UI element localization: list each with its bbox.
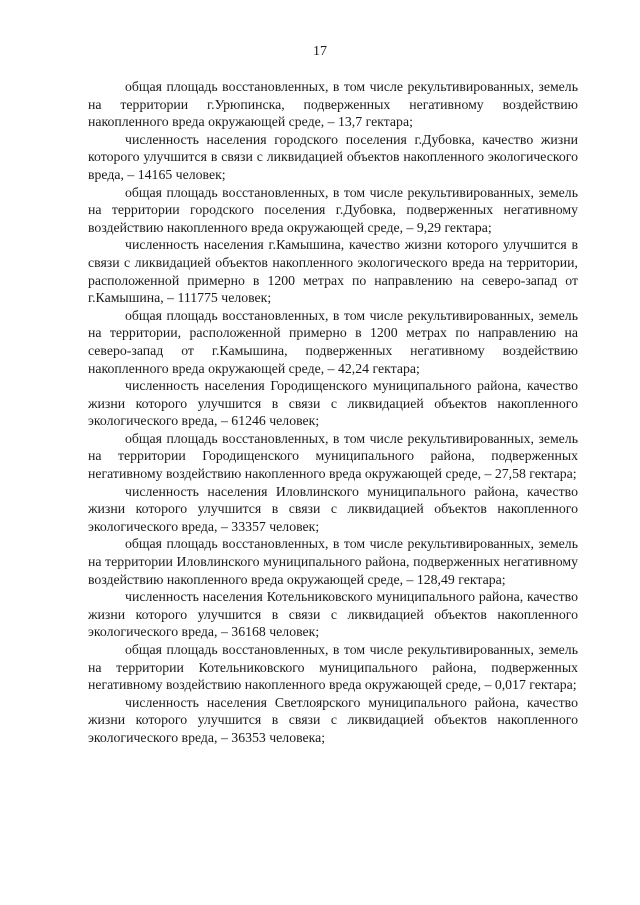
- paragraph-ilovlya-area: общая площадь восстановленных, в том числе рекультивированных, земель на территории Иловлинского муниципального района, подверженных негативному воздействию накопленного вреда окружающей среде, – 128,49 гектара;: [88, 536, 578, 587]
- paragraph-svetly-yar-population: численность населения Светлоярского муниципального района, качество жизни которого улучшится в связи с ликвидацией объектов накопленного экологического вреда, – 36353 человека;: [88, 694, 578, 745]
- paragraph-gorodishche-area: общая площадь восстановленных, в том числе рекультивированных, земель на территории Городищенского муниципального района, подверженных негативному воздействию накопленного вреда окружающей среде, – 27,58 гектара;: [88, 430, 578, 482]
- paragraph-dubovka-area: общая площадь восстановленных, в том числе рекультивированных, земель на территории городского поселения г.Дубовка, подверженных негативному воздействию накопленного вреда окружающей среде, – 9,29 гектара;: [88, 184, 578, 235]
- paragraph-kotelnikovo-population: численность населения Котельниковского муниципального района, качество жизни которого улучшится в связи с ликвидацией объектов накопленного экологического вреда, – 36168 человек;: [88, 589, 578, 640]
- paragraph-dubovka-population: численность населения городского поселения г.Дубовка, качество жизни которого улучшится в связи с ликвидацией объектов накопленного экологического вреда, – 14165 человек;: [88, 131, 578, 182]
- paragraph-ilovlya-population: численность населения Иловлинского муниципального района, качество жизни которого улучшится в связи с ликвидацией объектов накопленного экологического вреда, – 33357 человек;: [88, 483, 578, 534]
- paragraph-gorodishche-population: численность населения Городищенского муниципального района, качество жизни которого улучшится в связи с ликвидацией объектов накопленного экологического вреда, – 61246 человек;: [88, 378, 578, 429]
- paragraph-kamyshin-area: общая площадь восстановленных, в том числе рекультивированных, земель на территории, расположенной примерно в 1200 метрах по направлению на северо-запад от г.Камышина, подверженных негативному воздействию накопленного вреда окружающей среде, – 42,24 гектара;: [88, 307, 578, 376]
- paragraph-kamyshin-population: численность населения г.Камышина, качество жизни которого улучшится в связи с ликвидацией объектов накопленного экологического вреда на территории, расположенной примерно в 1200 метрах по направлению на северо-запад от г.Камышина, – 111775 человек;: [88, 237, 578, 306]
- document-body: [88, 78, 578, 747]
- paragraph-kotelnikovo-area: общая площадь восстановленных, в том числе рекультивированных, земель на территории Котельниковского муниципального района, подверженных негативному воздействию накопленного вреда окружающей среде, – 0,017 гектара;: [88, 642, 578, 693]
- page-number: 17: [313, 44, 327, 59]
- paragraph-urupinsk-area: общая площадь восстановленных, в том числе рекультивированных, земель на территории г.Урюпинска, подверженных негативному воздействию накопленного вреда окружающей среде, – 13,7 гектара;: [88, 79, 578, 130]
